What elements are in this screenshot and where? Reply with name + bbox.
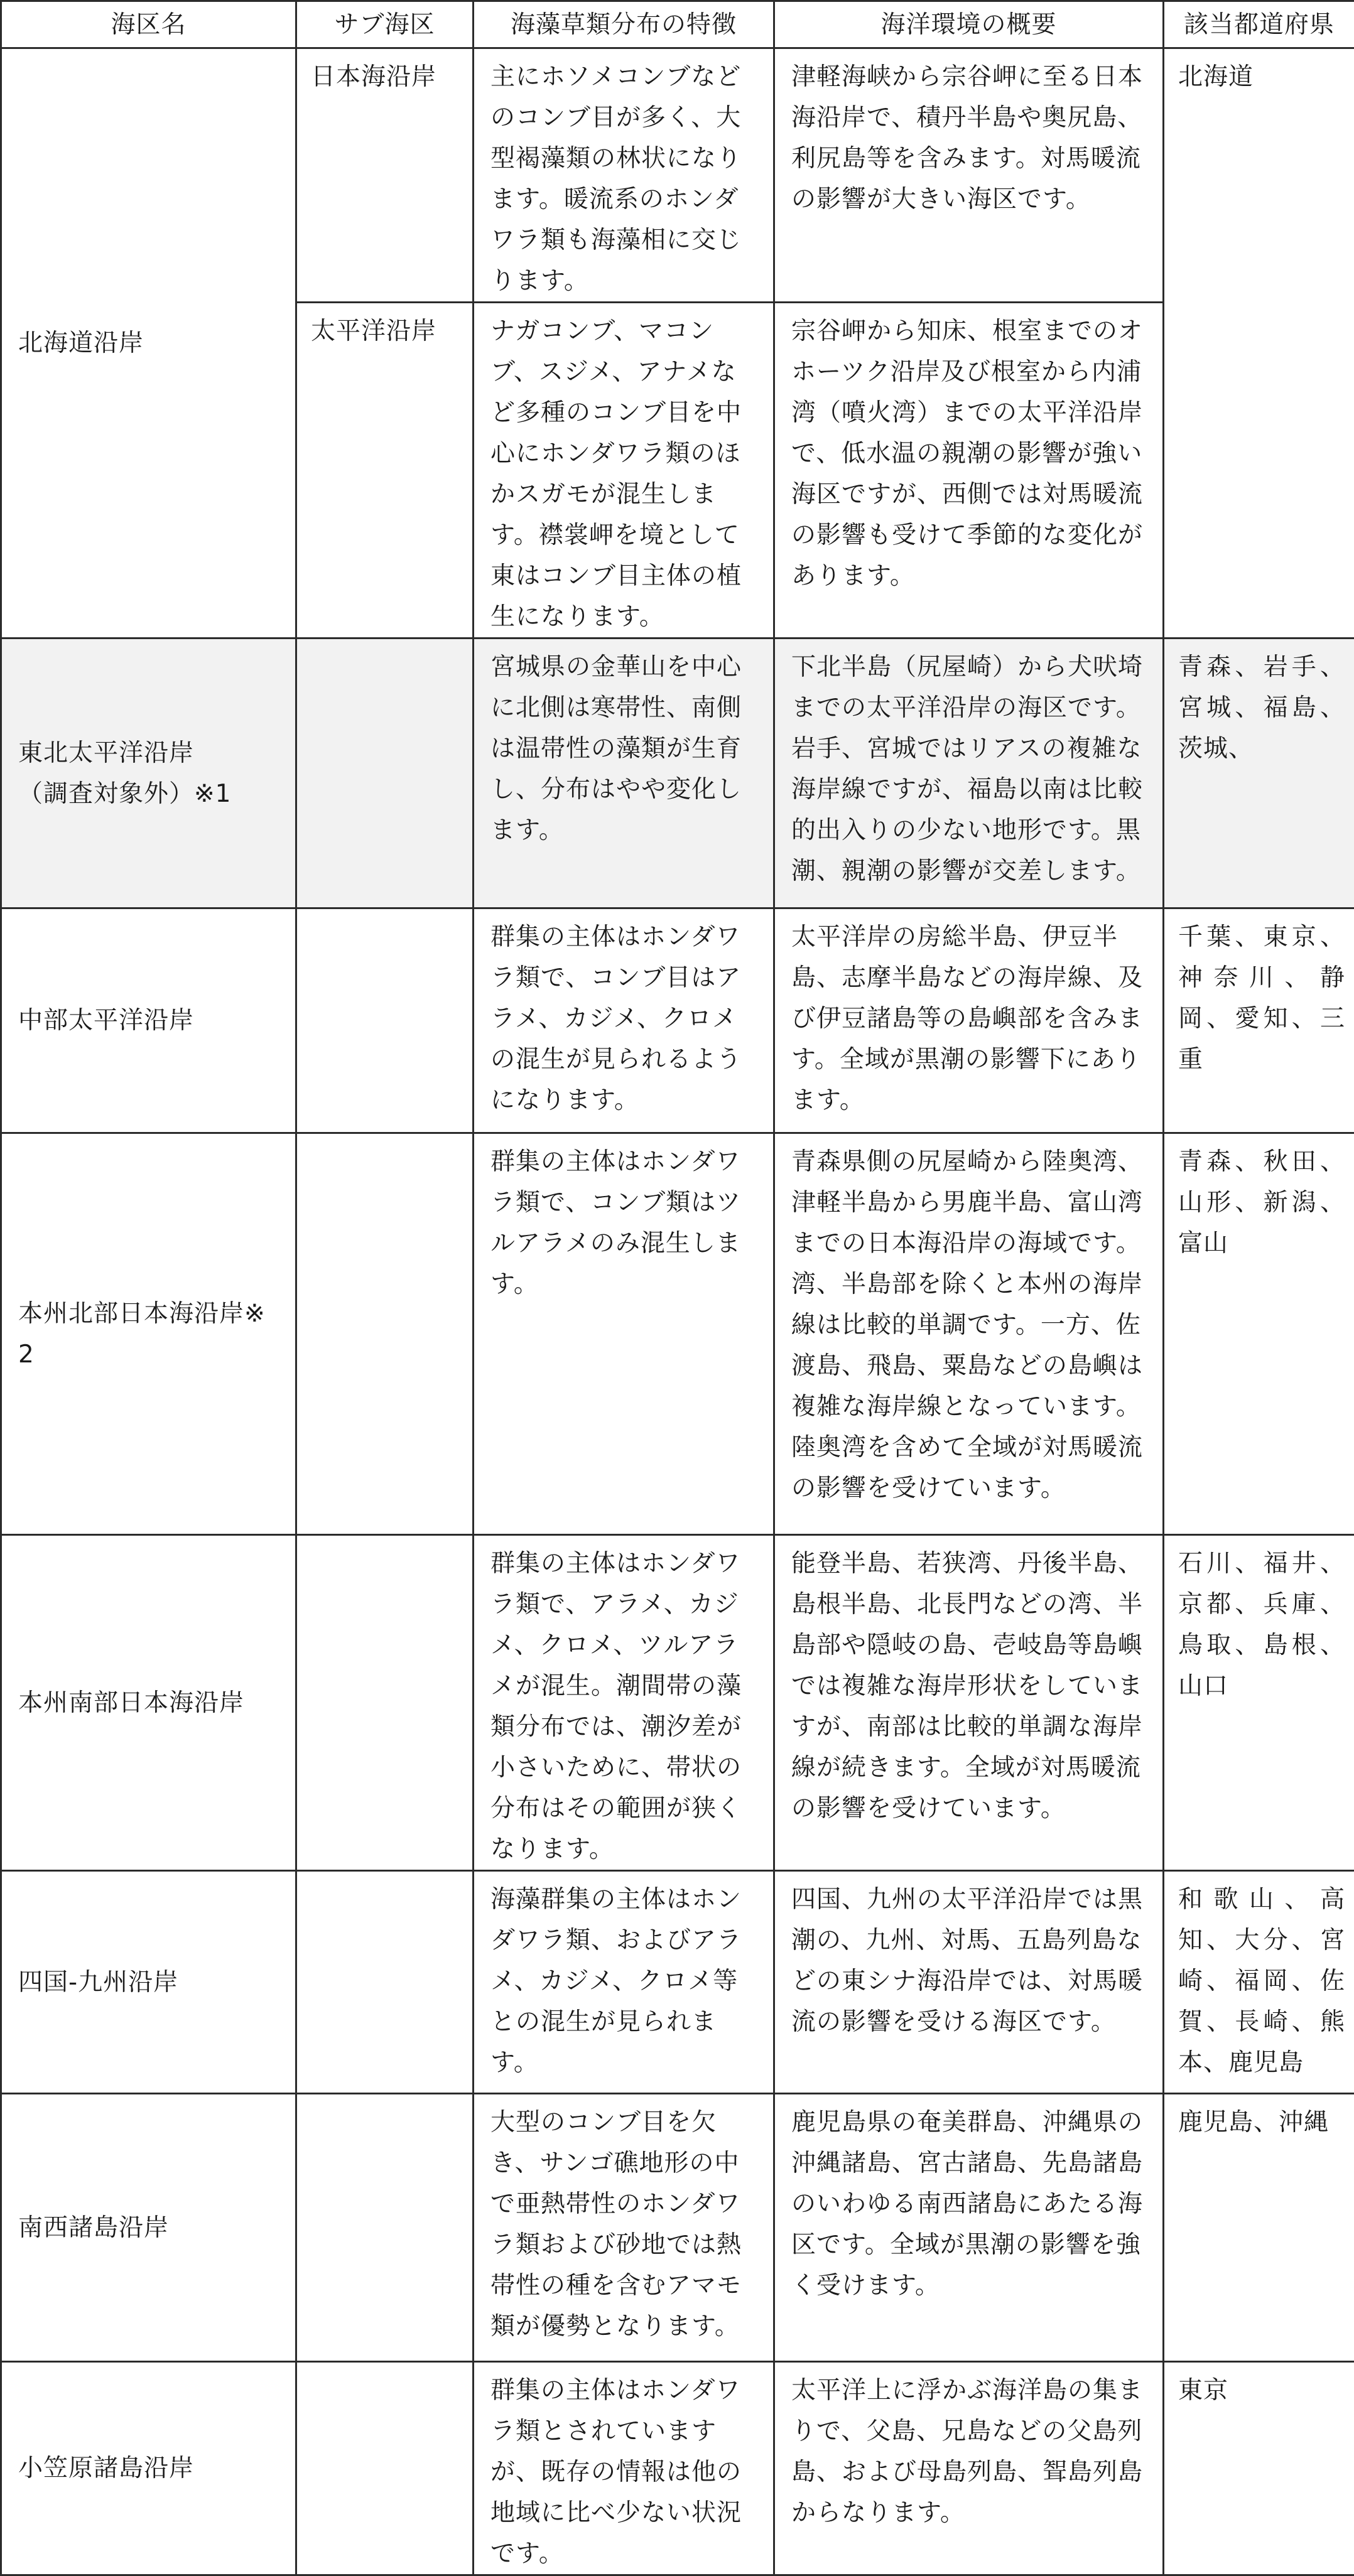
features-cell: 海藻群集の主体はホンダワラ類、およびアラメ、カジメ、クロメ等との混生が見られます。: [474, 1871, 774, 2094]
prefectures-cell: 東京: [1164, 2362, 1354, 2575]
header-area: 海区名: [1, 1, 296, 48]
table-row: [1, 1871, 1354, 2094]
prefectures-cell: 青森、岩手、宮城、福島、茨城、: [1164, 639, 1354, 908]
header-features: 海藻草類分布の特徴: [474, 1, 774, 48]
area-name-line2: （調査対象外）※1: [18, 773, 280, 814]
environment-cell: 四国、九州の太平洋沿岸では黒潮の、九州、対馬、五島列島などの東シナ海沿岸では、対馬暖流の影響を受ける海区です。: [774, 1871, 1164, 2094]
environment-cell: 鹿児島県の奄美群島、沖縄県の沖縄諸島、宮古諸島、先島諸島のいわゆる南西諸島にあたる海区です。全域が黒潮の影響を強く受けます。: [774, 2094, 1164, 2362]
area-name: 小笠原諸島沿岸: [1, 2362, 296, 2575]
sub-area: [296, 1133, 474, 1535]
environment-cell: 青森県側の尻屋崎から陸奥湾、津軽半島から男鹿半島、富山湾までの日本海沿岸の海域です。湾、半島部を除くと本州の海岸線は比較的単調です。一方、佐渡島、飛島、粟島などの島嶼は複雑な海岸線となっています。陸奥湾を含めて全域が対馬暖流の影響を受けています。: [774, 1133, 1164, 1535]
sub-area: [296, 1535, 474, 1871]
prefectures-cell: 和歌山、高知、大分、宮崎、福岡、佐賀、長崎、熊本、鹿児島: [1164, 1871, 1354, 2094]
sub-area: 日本海沿岸: [296, 48, 474, 303]
sub-area: [296, 1871, 474, 2094]
environment-cell: 宗谷岬から知床、根室までのオホーツク沿岸及び根室から内浦湾（噴火湾）までの太平洋沿岸で、低水温の親潮の影響が強い海区ですが、西側では対馬暖流の影響も受けて季節的な変化があります。: [774, 303, 1164, 639]
table-row: [1, 908, 1354, 1133]
features-cell: ナガコンブ、マコンブ、スジメ、アナメなど多種のコンブ目を中心にホンダワラ類のほかスガモが混生します。襟裳岬を境として東はコンブ目主体の植生になります。: [474, 303, 774, 639]
area-name-line1: 東北太平洋沿岸: [18, 733, 280, 773]
features-cell: 群集の主体はホンダワラ類で、アラメ、カジメ、クロメ、ツルアラメが混生。潮間帯の藻類分布では、潮汐差が小さいために、帯状の分布はその範囲が狭くなります。: [474, 1535, 774, 1871]
sub-area: [296, 2362, 474, 2575]
table-header-row: [1, 1, 1354, 48]
prefectures-cell: 青森、秋田、山形、新潟、富山: [1164, 1133, 1354, 1535]
area-name: 中部太平洋沿岸: [1, 908, 296, 1133]
area-name: 本州北部日本海沿岸※2: [1, 1133, 296, 1535]
header-prefectures: 該当都道府県: [1164, 1, 1354, 48]
features-cell: 大型のコンブ目を欠き、サンゴ礁地形の中で亜熱帯性のホンダワラ類および砂地では熱帯性の種を含むアマモ類が優勢となります。: [474, 2094, 774, 2362]
sub-area: 太平洋沿岸: [296, 303, 474, 639]
sub-area: [296, 908, 474, 1133]
features-cell: 群集の主体はホンダワラ類とされていますが、既存の情報は他の地域に比べ少ない状況です。: [474, 2362, 774, 2575]
prefectures-cell: 石川、福井、京都、兵庫、鳥取、島根、山口: [1164, 1535, 1354, 1871]
table-row: [1, 2362, 1354, 2575]
area-name: 北海道沿岸: [1, 48, 296, 639]
environment-cell: 下北半島（尻屋崎）から犬吠埼までの太平洋沿岸の海区です。岩手、宮城ではリアスの複雑な海岸線ですが、福島以南は比較的出入りの少ない地形です。黒潮、親潮の影響が交差します。: [774, 639, 1164, 908]
prefectures-cell: 北海道: [1164, 48, 1354, 639]
environment-cell: 太平洋上に浮かぶ海洋島の集まりで、父島、兄島などの父島列島、および母島列島、聟島列島からなります。: [774, 2362, 1164, 2575]
prefectures-cell: 鹿児島、沖縄: [1164, 2094, 1354, 2362]
area-name: [1, 639, 296, 908]
table-row: [1, 1133, 1354, 1535]
features-cell: 主にホソメコンブなどのコンブ目が多く、大型褐藻類の林状になります。暖流系のホンダワラ類も海藻相に交じります。: [474, 48, 774, 303]
table-row: [1, 2094, 1354, 2362]
area-name: 本州南部日本海沿岸: [1, 1535, 296, 1871]
environment-cell: 津軽海峡から宗谷岬に至る日本海沿岸で、積丹半島や奥尻島、利尻島等を含みます。対馬暖流の影響が大きい海区です。: [774, 48, 1164, 303]
header-sub: サブ海区: [296, 1, 474, 48]
header-environment: 海洋環境の概要: [774, 1, 1164, 48]
prefectures-cell: 千葉、東京、神奈川、静岡、愛知、三重: [1164, 908, 1354, 1133]
table-row: [1, 1535, 1354, 1871]
sub-area: [296, 2094, 474, 2362]
sub-area: [296, 639, 474, 908]
area-name: 南西諸島沿岸: [1, 2094, 296, 2362]
features-cell: 宮城県の金華山を中心に北側は寒帯性、南側は温帯性の藻類が生育し、分布はやや変化します。: [474, 639, 774, 908]
features-cell: 群集の主体はホンダワラ類で、コンブ目はアラメ、カジメ、クロメの混生が見られるようになります。: [474, 908, 774, 1133]
environment-cell: 太平洋岸の房総半島、伊豆半島、志摩半島などの海岸線、及び伊豆諸島等の島嶼部を含みます。全域が黒潮の影響下にあります。: [774, 908, 1164, 1133]
table-row: [1, 639, 1354, 908]
environment-cell: 能登半島、若狭湾、丹後半島、島根半島、北長門などの湾、半島部や隠岐の島、壱岐島等島嶼では複雑な海岸形状をしていますが、南部は比較的単調な海岸線が続きます。全域が対馬暖流の影響を受けています。: [774, 1535, 1164, 1871]
area-name: 四国-九州沿岸: [1, 1871, 296, 2094]
features-cell: 群集の主体はホンダワラ類で、コンブ類はツルアラメのみ混生します。: [474, 1133, 774, 1535]
table-row: [1, 48, 1354, 303]
